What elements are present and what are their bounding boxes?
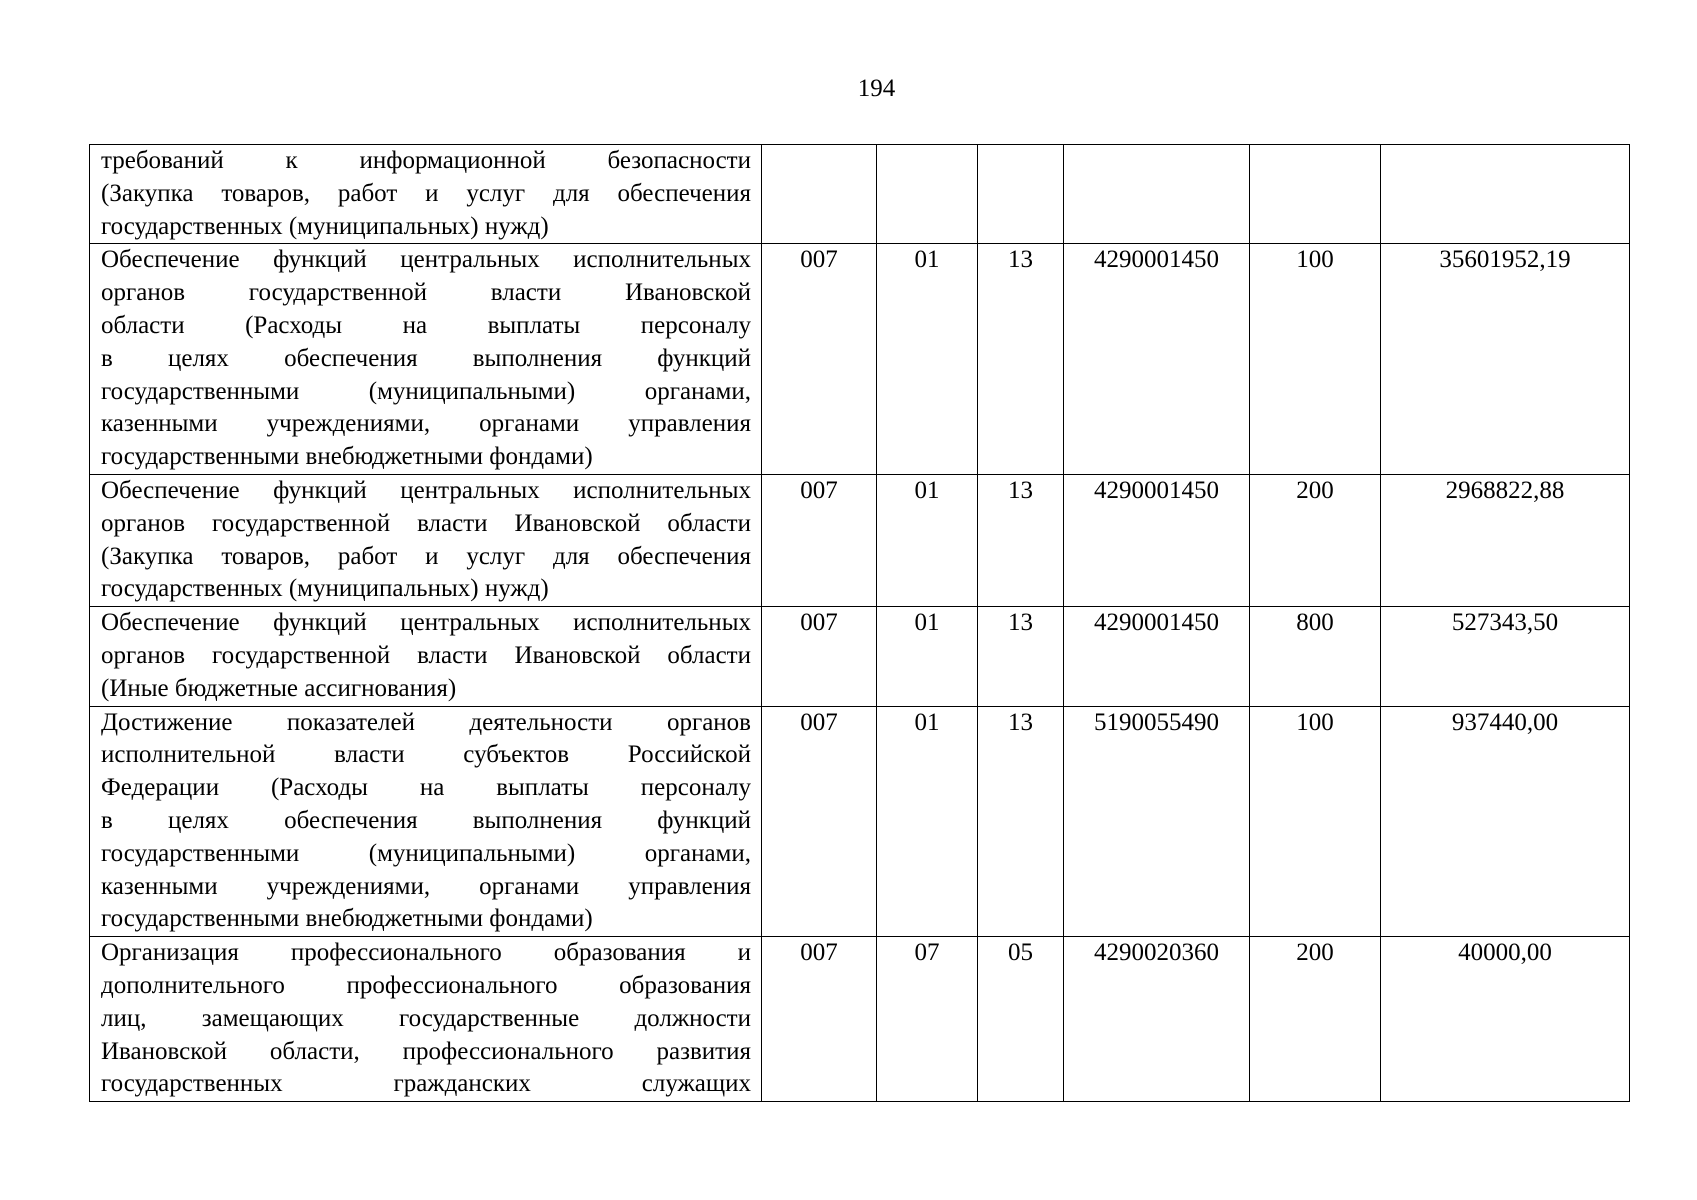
amount-cell: 937440,00 — [1381, 706, 1630, 937]
expense-type-cell: 200 — [1250, 474, 1381, 606]
subsection-code-cell: 13 — [978, 244, 1064, 475]
kvsr-code-cell: 007 — [762, 937, 877, 1102]
description-line: Достижение показателей деятельности органов — [101, 708, 751, 736]
amount-cell: 35601952,19 — [1381, 244, 1630, 475]
description-line: Обеспечение функций центральных исполнительных — [101, 609, 751, 637]
description-line: области (Расходы на выплаты персоналу — [101, 311, 751, 339]
kvsr-code-cell: 007 — [762, 706, 877, 937]
description-line: государственными внебюджетными фондами) — [101, 905, 593, 933]
description-line: государственными (муниципальными) органами, — [101, 377, 751, 405]
table-row — [90, 937, 1630, 1102]
table-row — [90, 607, 1630, 706]
table-body — [90, 145, 1630, 1102]
section-code-cell: 01 — [877, 474, 978, 606]
description-line: государственными (муниципальными) органами, — [101, 839, 751, 867]
description-line: Обеспечение функций центральных исполнительных — [101, 476, 751, 504]
page-number: 194 — [857, 75, 896, 102]
description-line: Организация профессионального образования и — [101, 939, 751, 967]
description-line: в целях обеспечения выполнения функций — [101, 344, 751, 372]
target-article-cell: 4290001450 — [1064, 474, 1250, 606]
table-row — [90, 706, 1630, 937]
description-cell — [90, 706, 762, 937]
expense-type-cell — [1250, 145, 1381, 244]
section-code-cell: 01 — [877, 607, 978, 706]
description-line: органов государственной власти Ивановской области — [101, 509, 751, 537]
description-cell — [90, 145, 762, 244]
description-line: государственных гражданских служащих — [101, 1070, 751, 1098]
amount-cell: 40000,00 — [1381, 937, 1630, 1102]
description-line: Ивановской области, профессионального развития — [101, 1037, 751, 1065]
table-row — [90, 244, 1630, 475]
subsection-code-cell: 13 — [978, 474, 1064, 606]
target-article-cell: 4290020360 — [1064, 937, 1250, 1102]
section-code-cell: 01 — [877, 706, 978, 937]
subsection-code-cell: 13 — [978, 607, 1064, 706]
subsection-code-cell — [978, 145, 1064, 244]
target-article-cell: 4290001450 — [1064, 244, 1250, 475]
description-line: в целях обеспечения выполнения функций — [101, 806, 751, 834]
description-cell — [90, 937, 762, 1102]
subsection-code-cell: 05 — [978, 937, 1064, 1102]
target-article-cell: 4290001450 — [1064, 607, 1250, 706]
section-code-cell: 01 — [877, 244, 978, 475]
description-line: требований к информационной безопасности — [101, 147, 751, 174]
budget-table — [89, 144, 1630, 1102]
description-line: органов государственной власти Ивановской — [101, 279, 751, 307]
description-line: казенными учреждениями, органами управления — [101, 872, 751, 900]
amount-cell: 527343,50 — [1381, 607, 1630, 706]
amount-cell — [1381, 145, 1630, 244]
description-line: Обеспечение функций центральных исполнительных — [101, 246, 751, 274]
description-line: исполнительной власти субъектов Российской — [101, 741, 751, 769]
expense-type-cell: 100 — [1250, 706, 1381, 937]
expense-type-cell: 800 — [1250, 607, 1381, 706]
description-line: Федерации (Расходы на выплаты персоналу — [101, 774, 751, 802]
description-line: государственных (муниципальных) нужд) — [101, 575, 549, 603]
target-article-cell — [1064, 145, 1250, 244]
expense-type-cell: 100 — [1250, 244, 1381, 475]
expense-type-cell: 200 — [1250, 937, 1381, 1102]
kvsr-code-cell: 007 — [762, 244, 877, 475]
description-line: государственных (муниципальных) нужд) — [101, 212, 549, 240]
table-row — [90, 145, 1630, 244]
description-line: (Закупка товаров, работ и услуг для обеспечения — [101, 542, 751, 570]
description-line: казенными учреждениями, органами управления — [101, 410, 751, 438]
description-line: лиц, замещающих государственные должности — [101, 1004, 751, 1032]
section-code-cell — [877, 145, 978, 244]
kvsr-code-cell: 007 — [762, 474, 877, 606]
description-cell — [90, 607, 762, 706]
section-code-cell: 07 — [877, 937, 978, 1102]
description-cell — [90, 244, 762, 475]
subsection-code-cell: 13 — [978, 706, 1064, 937]
table-row — [90, 474, 1630, 606]
description-cell — [90, 474, 762, 606]
description-line: (Иные бюджетные ассигнования) — [101, 674, 457, 702]
kvsr-code-cell — [762, 145, 877, 244]
description-line: государственными внебюджетными фондами) — [101, 443, 593, 471]
amount-cell: 2968822,88 — [1381, 474, 1630, 606]
target-article-cell: 5190055490 — [1064, 706, 1250, 937]
description-line: органов государственной власти Ивановской области — [101, 641, 751, 669]
description-line: (Закупка товаров, работ и услуг для обеспечения — [101, 179, 751, 207]
description-line: дополнительного профессионального образования — [101, 971, 751, 999]
kvsr-code-cell: 007 — [762, 607, 877, 706]
